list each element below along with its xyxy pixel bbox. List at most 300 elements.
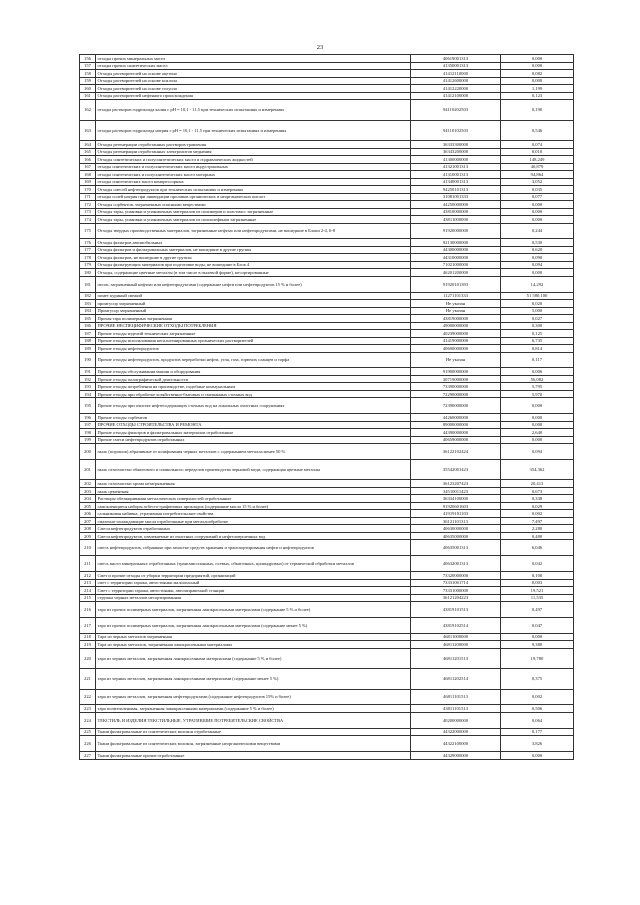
table-row (80, 345, 574, 353)
waste-code: 40635001313 (411, 540, 501, 556)
waste-quantity: 0,082 (501, 70, 574, 78)
waste-name: Прочие отходы полиграфической деятельности (96, 375, 411, 383)
waste-name: тара из прочих полимерных материалов, загрязненная лакокрасочными материалами (содержание менее 5 %) (96, 617, 411, 633)
row-number: 174 (80, 216, 96, 224)
row-number: 194 (80, 390, 96, 398)
row-number: 214 (80, 587, 96, 595)
waste-quantity: 0,003 (501, 579, 574, 587)
waste-name: отходы синтетических масел компрессорных (96, 178, 411, 186)
waste-quantity: 2,280 (501, 525, 574, 533)
table-row (80, 156, 574, 164)
table-row (80, 120, 574, 141)
table-row (80, 62, 574, 70)
waste-quantity: 0,117 (501, 352, 574, 368)
waste-name: Прочие отходы при очистке нефтесодержащих сточных вод на локальных очистных сооружениях (96, 398, 411, 414)
table-row (80, 532, 574, 540)
row-number: 185 (80, 315, 96, 323)
table-row (80, 572, 574, 580)
waste-name: Отходы растворителей нефтяного происхождения (96, 92, 411, 100)
waste-name: отходы растворов гидроксида натрия с pH = 10,1 - 11,5 при технических испытаниях и измерениях (96, 120, 411, 141)
waste-quantity: 6,735 (501, 337, 574, 345)
table-row (80, 178, 574, 186)
row-number: 184 (80, 307, 96, 315)
waste-quantity: 0,506 (501, 705, 574, 713)
waste-quantity: 0,000 (501, 398, 574, 414)
row-number: 172 (80, 201, 96, 209)
row-number: 173 (80, 208, 96, 216)
table-row (80, 70, 574, 78)
waste-quantity: 0,000 (501, 201, 574, 209)
waste-code: 94110202503 (411, 100, 501, 121)
table-row (80, 148, 574, 156)
waste-code: 92130000000 (411, 239, 501, 247)
row-number: 204 (80, 495, 96, 503)
table-row (80, 186, 574, 194)
row-number: 161 (80, 92, 96, 100)
row-number: 225 (80, 728, 96, 736)
waste-name: Прочие отходы изделий технических загрязненные (96, 330, 411, 338)
table-row (80, 208, 574, 216)
waste-name: Отходы растворителей на основе толуола (96, 85, 411, 93)
waste-code: 91900000000 (411, 368, 501, 376)
waste-code: 44322000000 (411, 728, 501, 736)
row-number: 223 (80, 705, 96, 713)
row-number: 216 (80, 602, 96, 618)
table-row (80, 352, 574, 368)
row-number: 210 (80, 540, 96, 556)
table-row (80, 375, 574, 383)
waste-code: 41340001313 (411, 178, 501, 186)
waste-name: отходы растворов гидроксида калия с pH = 10,1 - 11,5 при технических испытаниях и измерениях (96, 100, 411, 121)
waste-code: 40632001313 (411, 556, 501, 572)
waste-quantity: 0,029 (501, 502, 574, 510)
table-row (80, 390, 574, 398)
waste-code: 72290000000 (411, 390, 501, 398)
waste-code: 41412220000 (411, 85, 501, 93)
table-row (80, 216, 574, 224)
table-row (80, 239, 574, 247)
table-row (80, 201, 574, 209)
waste-name: Прочие отходы нефтепродуктов, продуктов переработки нефти, угля, газа, горючих сланцев и торфа (96, 352, 411, 368)
table-row (80, 77, 574, 85)
waste-quantity: 19,521 (501, 587, 574, 595)
waste-code: 49000000000 (411, 322, 501, 330)
waste-code: 41350001313 (411, 62, 501, 70)
waste-quantity: 0,190 (501, 100, 574, 121)
waste-quantity: 0,002 (501, 510, 574, 518)
waste-code: 41310001313 (411, 171, 501, 179)
row-number: 208 (80, 525, 96, 533)
table-row (80, 322, 574, 330)
waste-code: 31081001333 (411, 193, 501, 201)
waste-name: Ткани фильтровальные из синтетических волокон отработанные (96, 728, 411, 736)
waste-quantity: 0,064 (501, 712, 574, 728)
page-number: 23 (316, 44, 324, 51)
row-number: 195 (80, 398, 96, 414)
waste-quantity: 3,826 (501, 736, 574, 752)
waste-quantity: 0,123 (501, 92, 574, 100)
row-number: 219 (80, 641, 96, 649)
table-row (80, 617, 574, 633)
waste-code: 36333300000 (411, 141, 501, 149)
waste-code: 43819101513 (411, 602, 501, 618)
row-number: 181 (80, 276, 96, 292)
waste-quantity: 0,094 (501, 261, 574, 269)
waste-code: 36334100000 (411, 495, 501, 503)
table-row (80, 141, 574, 149)
table-row (80, 85, 574, 93)
waste-name: Отходы фильтров, не вошедшие в другие группы (96, 254, 411, 262)
waste-quantity: 0,497 (501, 602, 574, 618)
waste-quantity: 0,047 (501, 617, 574, 633)
waste-name: Отходы сорбентов, загрязненных опасными веществами (96, 201, 411, 209)
row-number: 167 (80, 163, 96, 171)
row-number: 192 (80, 375, 96, 383)
row-number: 203 (80, 487, 96, 495)
waste-quantity: 0,000 (501, 208, 574, 216)
waste-code: Не указан (411, 352, 501, 368)
table-row (80, 383, 574, 391)
waste-quantity: 0,000 (501, 633, 574, 641)
waste-quantity: 0,006 (501, 368, 574, 376)
table-row (80, 587, 574, 595)
waste-code: 43819102514 (411, 617, 501, 633)
waste-quantity: 0,000 (501, 414, 574, 422)
table-row (80, 261, 574, 269)
waste-name: промгусор загрязненный (96, 300, 411, 308)
waste-code: 40239000000 (411, 330, 501, 338)
waste-name: Отходы растворителей на основе ксилола (96, 77, 411, 85)
waste-quantity: 20,413 (501, 480, 574, 488)
row-number: 156 (80, 55, 96, 63)
waste-quantity: 5,795 (501, 383, 574, 391)
waste-name: Смет и прочие отходы от уборки территории предприятий, организаций (96, 572, 411, 580)
row-number: 200 (80, 444, 96, 460)
table-row (80, 689, 574, 705)
row-number: 168 (80, 171, 96, 179)
waste-table-body (80, 55, 574, 760)
waste-name: Тара из черных металлов, загрязненная лакокрасочными материалами (96, 641, 411, 649)
row-number: 190 (80, 352, 96, 368)
waste-code: 46811202514 (411, 669, 501, 690)
waste-name: Отходы регенерации отработанных растворов травления (96, 141, 411, 149)
waste-quantity: 14,292 (501, 276, 574, 292)
waste-quantity: 51 580,100 (501, 292, 574, 300)
waste-code: 44310000000 (411, 254, 501, 262)
waste-code: 73331001714 (411, 579, 501, 587)
waste-code: 40200000000 (411, 712, 501, 728)
waste-code: 44322100000 (411, 736, 501, 752)
waste-name: смет с территории гаража, автостоянки малоопасный (96, 579, 411, 587)
waste-name: Отходы фильтров автомобильных (96, 239, 411, 247)
waste-code: 91920101393 (411, 276, 501, 292)
waste-code: 40619001313 (411, 55, 501, 63)
waste-code: 46811101513 (411, 689, 501, 705)
table-row (80, 246, 574, 254)
waste-code: 73320000000 (411, 572, 501, 580)
waste-name: Отходы тары, упаковки и упаковочных материалов из полимеров и пластмасс загрязненные (96, 208, 411, 216)
table-row (80, 92, 574, 100)
table-row (80, 269, 574, 277)
waste-name: Смеси нефтепродуктов, извлекаемые из очистных сооружений и нефтеловушечных вод (96, 532, 411, 540)
waste-code: 41300000000 (411, 156, 501, 164)
waste-name: Прочая тара полимерных загрязненная (96, 315, 411, 323)
waste-code: 36121101313 (411, 517, 501, 525)
table-row (80, 480, 574, 488)
row-number: 157 (80, 62, 96, 70)
table-row (80, 315, 574, 323)
row-number: 186 (80, 322, 96, 330)
waste-code: 71021000000 (411, 261, 501, 269)
waste-code: 41412100000 (411, 92, 501, 100)
row-number: 182 (80, 292, 96, 300)
waste-quantity: 0,010 (501, 148, 574, 156)
table-row (80, 728, 574, 736)
waste-quantity: 148,249 (501, 156, 574, 164)
waste-name: Смеси нефтепродуктов отработанных (96, 525, 411, 533)
waste-quantity: 0,338 (501, 495, 574, 503)
waste-code: 73390000000 (411, 383, 501, 391)
row-number: 159 (80, 77, 96, 85)
waste-code: 34510011423 (411, 487, 501, 495)
waste-name: отходы синтетических и полусинтетических масел моторных (96, 171, 411, 179)
row-number: 222 (80, 689, 96, 705)
waste-code: 35542001423 (411, 459, 501, 480)
table-row (80, 648, 574, 669)
waste-quantity: 0,300 (501, 322, 574, 330)
table-row (80, 414, 574, 422)
table-row (80, 641, 574, 649)
waste-code: 41412110000 (411, 70, 501, 78)
waste-name: тара из черных металлов, загрязненная лакокрасочными материалами (содержание 5 % и более) (96, 648, 411, 669)
waste-name: ПРОЧИЕ ОТХОДЫ СТРОИТЕЛЬСТВА И РЕМОНТА (96, 421, 411, 429)
waste-name: Прочие отходы сорбентов (96, 414, 411, 422)
row-number: 187 (80, 330, 96, 338)
table-row (80, 330, 574, 338)
waste-code: 36121204223 (411, 594, 501, 602)
waste-name: смесь масел минеральных отработанных (трансмиссионных, осевых, обкаточных, цилиндровых) от термической обработки металлов (96, 556, 411, 572)
waste-name: Ткани фильтровальные из синтетических волокон, загрязненные неорганическими веществами (96, 736, 411, 752)
waste-quantity: 0,673 (501, 487, 574, 495)
waste-name: Прочие отходы фильтров и фильтровальных материалов отработанные (96, 429, 411, 437)
waste-name: тара из черных металлов, загрязненная лакокрасочными материалами (содержание менее 5 %) (96, 669, 411, 690)
waste-code: 89000000000 (411, 421, 501, 429)
waste-name: ТЕКСТИЛЬ И ИЗДЕЛИЯ ТЕКСТИЛЬНЫЕ, УТРАТИВШИЕ ПОТРЕБИТЕЛЬСКИЕ СВОЙСТВА (96, 712, 411, 728)
table-row (80, 276, 574, 292)
waste-name: Смет с территории гаража, автостоянки, автозаправочной станции (96, 587, 411, 595)
waste-name: смазочно-охлаждающие масла отработанные при металлообработке (96, 517, 411, 525)
table-row (80, 540, 574, 556)
waste-quantity: 354,362 (501, 459, 574, 480)
table-row (80, 556, 574, 572)
waste-code: 94110102503 (411, 120, 501, 141)
row-number: 212 (80, 572, 96, 580)
row-number: 188 (80, 337, 96, 345)
row-number: 162 (80, 100, 96, 121)
waste-code: 94250101313 (411, 186, 501, 194)
waste-code: 46201200000 (411, 269, 501, 277)
waste-quantity: 0,000 (501, 216, 574, 224)
row-number: 170 (80, 186, 96, 194)
waste-quantity: 0,094 (501, 444, 574, 460)
table-row (80, 712, 574, 728)
row-number: 206 (80, 510, 96, 518)
waste-quantity: 11,535 (501, 594, 574, 602)
waste-code: 40690000000 (411, 345, 501, 353)
table-row (80, 510, 574, 518)
waste-quantity: 6,046 (501, 540, 574, 556)
waste-quantity: 5,000 (501, 307, 574, 315)
row-number: 196 (80, 414, 96, 422)
table-row (80, 579, 574, 587)
table-row (80, 602, 574, 618)
table-row (80, 669, 574, 690)
waste-quantity: 0,000 (501, 752, 574, 760)
waste-quantity: 0,125 (501, 330, 574, 338)
waste-code: 44390000000 (411, 429, 501, 437)
waste-quantity: 0,375 (501, 669, 574, 690)
row-number: 193 (80, 383, 96, 391)
row-number: 201 (80, 459, 96, 480)
waste-name: Отходы твердых производственных материалов, загрязненные нефтью или нефтепродуктами, не вошедшие в Блоки 2-4, 6-8 (96, 223, 411, 239)
waste-name: Тара из черных металлов загрязненная (96, 633, 411, 641)
waste-name: Прочие отходы использования негалогенированных органических растворителей (96, 337, 411, 345)
table-row (80, 752, 574, 760)
waste-code: 36343200000 (411, 148, 501, 156)
row-number: 160 (80, 85, 96, 93)
row-number: 178 (80, 254, 96, 262)
row-number: 171 (80, 193, 96, 201)
waste-quantity: 0,000 (501, 269, 574, 277)
waste-quantity: 0,000 (501, 77, 574, 85)
table-row (80, 100, 574, 121)
waste-name: Отходы регенерации отработанных электролитов меднения (96, 148, 411, 156)
waste-quantity: 0,620 (501, 246, 574, 254)
waste-quantity: 0,000 (501, 421, 574, 429)
waste-quantity: 9,380 (501, 641, 574, 649)
table-row (80, 736, 574, 752)
waste-code: 46811201513 (411, 648, 501, 669)
row-number: 191 (80, 368, 96, 376)
table-row (80, 525, 574, 533)
waste-name: помет куриный свежий (96, 292, 411, 300)
waste-name: Отходы синтетических и полусинтетических масел и гидравлических жидкостей (96, 156, 411, 164)
row-number: 220 (80, 648, 96, 669)
waste-name: отходы прочих синтетических масел (96, 62, 411, 70)
table-row (80, 292, 574, 300)
waste-code: Не указан (411, 307, 501, 315)
waste-name: отходы солей натрия при ликвидации проливов органических и неорганических кислот (96, 193, 411, 201)
row-number: 217 (80, 617, 96, 633)
waste-quantity: 56,082 (501, 375, 574, 383)
table-row (80, 502, 574, 510)
waste-name: песок, загрязненный нефтью или нефтепродуктами (содержание нефти или нефтепродуктов 15 % и более) (96, 276, 411, 292)
waste-quantity: 0,546 (501, 120, 574, 141)
waste-code: 46811200000 (411, 641, 501, 649)
waste-quantity: 1,199 (501, 85, 574, 93)
waste-quantity: 0,090 (501, 254, 574, 262)
waste-name: тара из черных металлов, загрязненная нефтепродуктами (содержание нефтепродуктов 15% и более) (96, 689, 411, 705)
waste-name: отходы прочих минеральных масел (96, 55, 411, 63)
waste-code: 40635000000 (411, 532, 501, 540)
waste-code: 46811000000 (411, 633, 501, 641)
row-number: 180 (80, 269, 96, 277)
waste-name: Отходы, содержащие цветные металлы (в том числе в пылевой форме), несортированные (96, 269, 411, 277)
waste-name: тара полиэтиленовая, загрязненная лакокрасочными материалами (содержание 5 % и более) (96, 705, 411, 713)
waste-code: 41412600000 (411, 77, 501, 85)
table-row (80, 300, 574, 308)
row-number: 197 (80, 421, 96, 429)
row-number: 164 (80, 141, 96, 149)
waste-code: 44329000000 (411, 752, 501, 760)
table-row (80, 517, 574, 525)
row-number: 211 (80, 556, 96, 572)
table-row (80, 429, 574, 437)
waste-name: стружка черных металлов несортированная (96, 594, 411, 602)
waste-quantity: 0,035 (501, 186, 574, 194)
table-row (80, 55, 574, 63)
row-number: 199 (80, 436, 96, 444)
table-row (80, 495, 574, 503)
waste-quantity: 0,002 (501, 689, 574, 705)
waste-code: 43810000000 (411, 208, 501, 216)
row-number: 163 (80, 120, 96, 141)
waste-code: 30719000000 (411, 375, 501, 383)
waste-code: 41919101103 (411, 510, 501, 518)
row-number: 183 (80, 300, 96, 308)
waste-quantity: 0,000 (501, 55, 574, 63)
waste-quantity: 0,100 (501, 572, 574, 580)
waste-quantity: 7,497 (501, 517, 574, 525)
waste-quantity: 5,970 (501, 390, 574, 398)
waste-name: тара из прочих полимерных материалов, загрязненная лакокрасочными материалами (содержание 5 % и более) (96, 602, 411, 618)
waste-name: Ткани фильтровальные прочие отработанные (96, 752, 411, 760)
waste-code: 91920601603 (411, 502, 501, 510)
table-row (80, 171, 574, 179)
waste-quantity: 2,640 (501, 429, 574, 437)
waste-name: сальниковая набивка, утратившая потребительские свойства (96, 510, 411, 518)
table-row (80, 487, 574, 495)
waste-code: 41321001313 (411, 163, 501, 171)
waste-name: Отходы смесей нефтепродуктов при технических испытаниях и измерениях (96, 186, 411, 194)
waste-code: 11271101333 (411, 292, 501, 300)
waste-code: 40630000000 (411, 525, 501, 533)
row-number: 215 (80, 594, 96, 602)
table-row (80, 307, 574, 315)
waste-quantity: 0,480 (501, 532, 574, 540)
row-number: 224 (80, 712, 96, 728)
row-number: 189 (80, 345, 96, 353)
waste-code: 44260000000 (411, 414, 501, 422)
waste-quantity: 0,020 (501, 300, 574, 308)
row-number: 175 (80, 223, 96, 239)
waste-code: 43811101513 (411, 705, 501, 713)
waste-name: Прочие отходы обслуживания машин и оборудования (96, 368, 411, 376)
waste-name: пыль цементная (96, 487, 411, 495)
row-number: 198 (80, 429, 96, 437)
waste-code: 41419000000 (411, 337, 501, 345)
waste-code: 91920000000 (411, 223, 501, 239)
waste-code: 72390000000 (411, 398, 501, 414)
row-number: 176 (80, 239, 96, 247)
table-row (80, 633, 574, 641)
waste-name: самоклеящиеся наборы асбесто-графитовых прокладок (содержание масла 15 % и более) (96, 502, 411, 510)
row-number: 165 (80, 148, 96, 156)
waste-name: смесь нефтепродуктов, собранные при зачистке средств хранения и транспортирования нефти и нефтепродуктов (96, 540, 411, 556)
waste-name: пыль газоочистки хрома незагрязненная (96, 480, 411, 488)
waste-quantity: 0,077 (501, 193, 574, 201)
waste-quantity: 0,000 (501, 436, 574, 444)
